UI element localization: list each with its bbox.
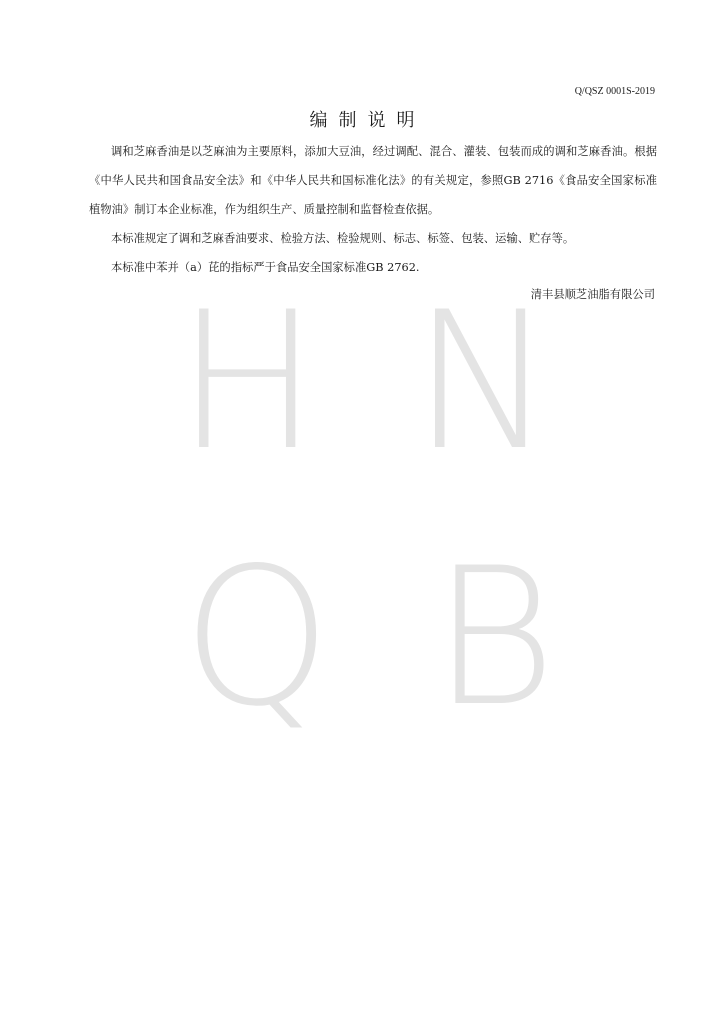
paragraph-benzopyrene: 本标准中苯并（a）芘的指标严于食品安全国家标准GB 2762.: [111, 261, 420, 274]
document-code: Q/QSZ 0001S-2019: [574, 86, 655, 97]
document-title: 编制说明: [309, 110, 426, 131]
paragraph-intro: 调和芝麻香油是以芝麻油为主要原料，添加大豆油，经过调配、混合、灌装、包装而成的调和芝麻香油。根据《中华人民共和国食品安全法》和《中华人民共和国标准化法》的有关规定，参照GB 2716《食品安全国家标准 植物油》制订本企业标准，作为组织生产、质量控制和监督检查依据。: [89, 145, 657, 216]
watermark-letter-h: H: [176, 271, 319, 492]
company-name: 清丰县顺芝油脂有限公司: [530, 288, 655, 301]
watermark-letter-n: N: [412, 271, 555, 492]
paragraph-scope: 本标准规定了调和芝麻香油要求、检验方法、检验规则、标志、标签、包装、运输、贮存等。: [111, 232, 575, 245]
watermark-letter-q: Q: [182, 527, 332, 748]
watermark-letter-b: B: [432, 527, 557, 748]
